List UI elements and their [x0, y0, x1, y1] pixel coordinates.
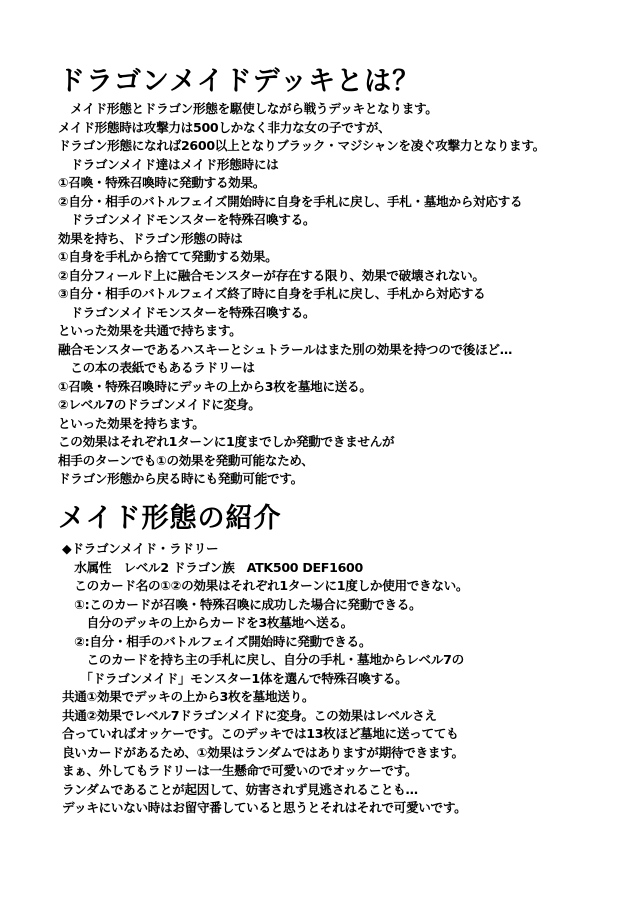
text-line: ①:このカードが召喚・特殊召喚に成功した場合に発動できる。 [62, 596, 422, 612]
text-line: 自分のデッキの上からカードを3枚墓地へ送る。 [62, 615, 353, 630]
text-line: 良いカードがあるため、①効果はランダムではありますが期待できます。 [62, 744, 464, 760]
text-line: 合っていればオッケーです。このデッキでは13枚ほど墓地に送ってても [62, 726, 459, 741]
text-line: ③自分・相手のバトルフェイズ終了時に自身を手札に戻し、手札から対応する [58, 286, 486, 301]
text-line: 「ドラゴンメイド」モンスター1体を選んで特殊召喚する。 [62, 670, 408, 686]
text-line: ドラゴン形態になれば2600以上となりブラック・マジシャンを凌ぐ攻撃力となります。 [58, 138, 545, 153]
text-line: デッキにいない時はお留守番していると思うとそれはそれで可愛いです。 [62, 800, 467, 815]
text-line: ②レベル7のドラゴンメイドに変身。 [58, 397, 261, 412]
text-line: ①召喚・特殊召喚時に発動する効果。 [58, 175, 266, 190]
text-line: 効果を持ち、ドラゴン形態の時は [58, 230, 243, 246]
text-line: ドラゴンメイドモンスターを特殊召喚する。 [58, 304, 316, 320]
text-line: ①自身を手札から捨てて発動する効果。 [58, 249, 278, 264]
text-line: この効果はそれぞれ1ターンに1度までしか発動できませんが [58, 434, 395, 449]
section-title-deck-overview: ドラゴンメイドデッキとは？ [58, 66, 421, 97]
text-line: といった効果を持ちます。 [58, 415, 205, 431]
text-line: メイド形態時は攻撃力は500しかなく非力な女の子ですが、 [58, 119, 391, 135]
text-line: ドラゴンメイドモンスターを特殊召喚する。 [58, 212, 316, 227]
text-line: ランダムであることが起因して、妨害されず見逃されることも… [62, 781, 418, 797]
text-line: この本の表紙でもあるラドリーは [58, 360, 255, 375]
text-line: 共通①効果でデッキの上から3枚を墓地送り。 [62, 689, 315, 704]
text-line: 共通②効果でレベル7ドラゴンメイドに変身。この効果はレベルさえ [62, 707, 437, 723]
text-line: ①召喚・特殊召喚時にデッキの上から3枚を墓地に送る。 [58, 378, 372, 394]
text-line: メイド形態とドラゴン形態を駆使しながら戦うデッキとなります。 [58, 101, 438, 116]
text-line: ②自分フィールド上に融合モンスターが存在する限り、効果で破壊されない。 [58, 267, 485, 283]
text-line: 相手のターンでも①の効果を発動可能なため、 [58, 452, 314, 468]
text-line: ◆ドラゴンメイド・ラドリー [62, 541, 219, 556]
text-line: といった効果を共通で持ちます。 [58, 323, 242, 338]
text-line: このカード名の①②の効果はそれぞれ1ターンに1度しか使用できない。 [62, 578, 469, 593]
text-line: まぁ、外してもラドリーは一生懸命で可愛いのでオッケーです。 [62, 763, 418, 778]
text-line: ドラゴン形態から戻る時にも発動可能です。 [58, 471, 303, 486]
text-line: ②:自分・相手のバトルフェイズ開始時に発動できる。 [62, 633, 372, 649]
text-line: ドラゴンメイド達はメイド形態時には [58, 156, 279, 172]
text-line: ②自分・相手のバトルフェイズ開始時に自身を手札に戻し、手札・墓地から対応する [58, 193, 523, 209]
text-line: 水属性 レベル2 ドラゴン族 ATK500 DEF1600 [62, 559, 363, 575]
text-line: 融合モンスターであるハスキーとシュトラールはまた別の効果を持つので後ほど… [58, 341, 512, 357]
section-title-maid-form: メイド形態の紹介 [58, 503, 282, 534]
text-line: このカードを持ち主の手札に戻し、自分の手札・墓地からレベル7の [62, 652, 464, 667]
